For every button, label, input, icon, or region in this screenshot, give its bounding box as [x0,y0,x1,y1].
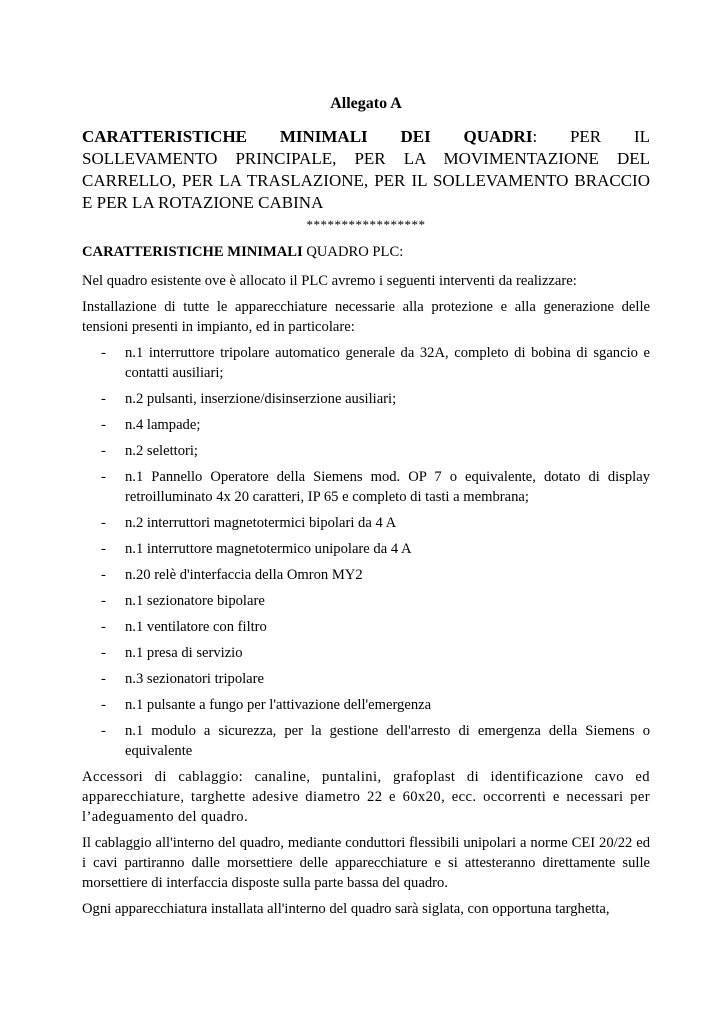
list-item-text: n.2 interruttori magnetotermici bipolari da 4 A [125,515,397,531]
section-heading [82,243,650,261]
section-heading-bold: CARATTERISTICHE MINIMALI [82,244,303,260]
list-item [82,415,650,435]
list-item-text: n.1 Pannello Operatore della Siemens mod. OP 7 o equivalente, dotato di display retroilluminato 4x 20 caratteri, IP 65 e completo di tasti a membrana; [125,469,650,505]
list-item [82,389,650,409]
list-dash: - [101,593,106,609]
list-dash: - [101,645,106,661]
title-continuation: SOLLEVAMENTO PRINCIPALE, PER LA MOVIMENTAZIONE DEL CARRELLO, PER LA TRASLAZIONE, PER IL SOLLEVAMENTO BRACCIO E PER LA ROTAZIONE CABINA [82,149,650,212]
labeling-paragraph: Ogni apparecchiatura installata all'interno del quadro sarà siglata, con opportuna targhetta, [82,901,610,917]
list-dash: - [101,671,106,687]
list-dash: - [101,417,106,433]
list-item-text: n.1 presa di servizio [125,645,243,661]
installation-paragraph: Installazione di tutte le apparecchiature necessarie alla protezione e alla generazione delle tensioni presenti in impianto, ed in particolare: [82,299,650,335]
document-title [82,126,650,214]
list-item [82,513,650,533]
list-item [82,441,650,461]
separator-stars: ***************** [306,217,426,232]
wiring-paragraph: Il cablaggio all'interno del quadro, mediante conduttori flessibili unipolari a norme CEI 20/22 ed i cavi partiranno dalle morsettiere delle apparecchiature e si attesteranno direttamente sulle morsettiere di interfaccia disposte sulla parte bassa del quadro. [82,835,650,891]
title-word: PER [569,127,602,146]
annex-heading: Allegato A [330,95,402,112]
equipment-list [82,343,650,761]
title-colon: : [532,127,538,146]
list-dash: - [101,697,106,713]
list-item [82,539,650,559]
list-dash: - [101,619,106,635]
list-dash: - [101,723,106,739]
list-item-text: n.1 modulo a sicurezza, per la gestione dell'arresto di emergenza della Siemens o equivalente [125,723,650,759]
list-dash: - [101,541,106,557]
list-item-text: n.1 interruttore magnetotermico unipolare da 4 A [125,541,412,557]
list-item [82,669,650,689]
list-item-text: n.1 sezionatore bipolare [125,593,265,609]
section-heading-rest: QUADRO PLC: [302,244,404,260]
list-item [82,565,650,585]
list-dash: - [101,345,106,361]
title-word-group [463,126,537,148]
title-first-line [82,126,650,148]
document-content [82,94,650,925]
intro-paragraph: Nel quadro esistente ove è allocato il PLC avremo i seguenti interventi da realizzare: [82,273,577,289]
list-item [82,467,650,507]
list-item [82,617,650,637]
list-item [82,343,650,383]
list-item-text: n.2 selettori; [125,443,198,459]
title-word: DEI [400,127,431,146]
list-item-text: n.1 ventilatore con filtro [125,619,267,635]
list-item-text: n.20 relè d'interfaccia della Omron MY2 [125,567,363,583]
title-word: CARATTERISTICHE [82,127,248,146]
title-word: IL [633,127,650,146]
list-item-text: n.1 pulsante a fungo per l'attivazione dell'emergenza [125,697,432,713]
list-dash: - [101,443,106,459]
list-item [82,591,650,611]
list-item [82,643,650,663]
list-dash: - [101,391,106,407]
list-item-text: n.3 sezionatori tripolare [125,671,264,687]
list-item-text: n.2 pulsanti, inserzione/disinserzione ausiliari; [125,391,397,407]
list-dash: - [101,469,106,485]
list-dash: - [101,567,106,583]
list-item-text: n.4 lampade; [125,417,201,433]
list-item-text: n.1 interruttore tripolare automatico generale da 32A, completo di bobina di sgancio e contatti ausiliari; [125,345,650,381]
list-dash: - [101,515,106,531]
title-word: QUADRI [463,127,533,146]
list-item [82,721,650,761]
accessories-paragraph: Accessori di cablaggio: canaline, puntalini, grafoplast di identificazione cavo ed apparecchiature, targhette adesive diametro 22 e 60x20, ecc. occorrenti e necessari per l’adeguamento del quadro. [82,769,650,825]
list-item [82,695,650,715]
title-word: MINIMALI [279,127,368,146]
